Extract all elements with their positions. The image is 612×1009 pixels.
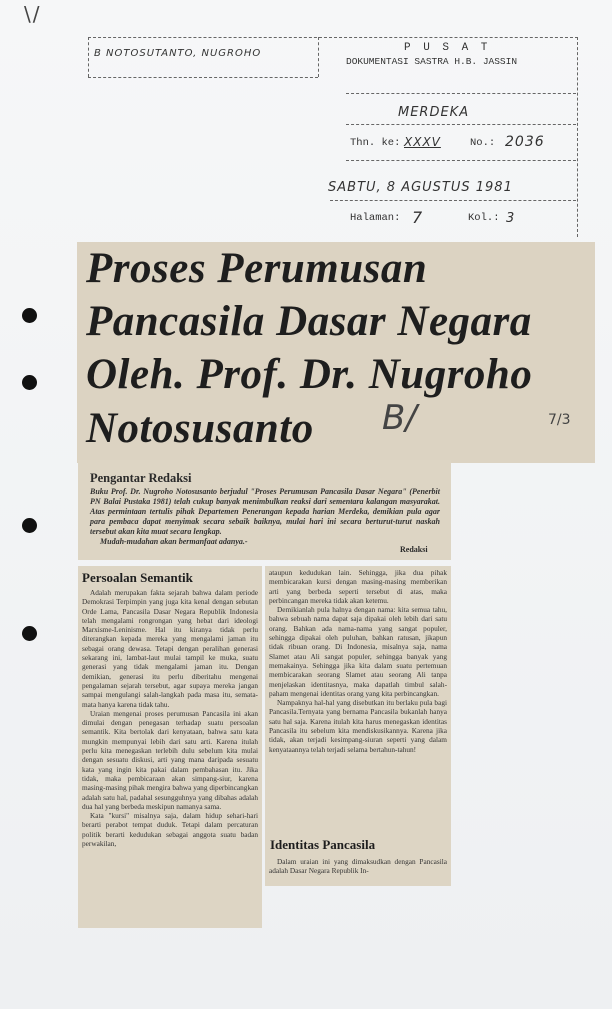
author-note: B NOTOSUTANTO, NUGROHO: [94, 48, 262, 59]
pen-mark: B/: [382, 398, 417, 438]
intro-paragraph-2: Mudah-mudahan akan bermanfaat adanya.-: [100, 537, 248, 546]
column-1-text: [82, 588, 258, 848]
binder-hole-icon: [22, 375, 37, 390]
org-line-2: DOKUMENTASI SASTRA H.B. JASSIN: [346, 56, 518, 67]
no-value: 2036: [505, 134, 545, 150]
side-note: 7/3: [548, 412, 571, 428]
column-2-text: [269, 568, 447, 754]
headline-line-2: Pancasila Dasar Negara: [86, 298, 532, 345]
paragraph: Nampaknya hal-hal yang disebutkan itu berlaku pula bagi Pancasila.Ternyata yang bernama Pancasila bukanlah hanya satu hal saja. Karena itulah kita harus menegaskan identitas Pancasila itu sebelum kita mendiskusikannya. Karena jika tidak, akan terjadi kesimpang-siuran seperti yang dalam kenyataannya telah terjadi selama bertahun-tahun!: [269, 698, 447, 754]
corner-mark: \/: [24, 2, 42, 26]
headline-line-4: Notosusanto: [86, 405, 314, 452]
paragraph: Adalah merupakan fakta sejarah bahwa dalam periode Demokrasi Terpimpin yang juga kita kenal dengan sebutan Orde Lama, Pancasila Dasar Negara Republik Indonesia telah mengalami rongrongan yang hebat dari ideologi Marxisme-Leninisme. Hal itu kiranya tidak perlu diterangkan kepada mereka yang mengalami jaman itu sebagai orang dewasa. Tetapi dengan peralihan generasi sekarang ini, lambat-laut mulai tampil ke muka, suatu generasi yang tidak mengalami jaman itu. Dengan demikian, generasi itu perlu diberitahu mengenai pengalaman sejarah tersebut, agar supaya mereka jangan sampai mengulangi salah-langkah pada masa itu, semata-mata hanya karena tidak tahu.: [82, 588, 258, 709]
section-heading-semantik: Persoalan Semantik: [82, 570, 193, 585]
halaman-value: 7: [412, 208, 424, 227]
paragraph: ataupun kedudukan lain. Sehingga, jika dua pihak membicarakan kursi dengan masing-masing memberikan arti yang berbeda seperti tersebut di atas, maka perbincangan mereka tidak akan ketemu.: [269, 568, 447, 605]
kol-value: 3: [506, 211, 516, 226]
section-heading-identitas: Identitas Pancasila: [270, 837, 376, 852]
thn-value: XXXV: [404, 135, 441, 149]
kol-label: Kol.:: [468, 212, 500, 224]
binder-hole-icon: [22, 308, 37, 323]
paragraph: Uraian mengenai proses perumusan Pancasila ini akan dimulai dengan penegasan terhadap suatu persoalan semantik. Kita bertolak dari kenyataan, bahwa satu kata mungkin mempunyai lebih dari satu arti. Karena itulah perlu kita menegaskan terlebih dulu sebelum kita mulai dengan sesuatu diskusi, arti yang mana daripada sesuatu kata yang ingin kita pakai dalam pembahasan itu. Jika tidak, maka pembicaraan akan simpang-siur, karena masing-masing pihak mengira bahwa yang diperbincangkan adalah satu hal, padahal sesungguhnya yang dibahas adalah dua hal yang berbeda meskipun namanya sama.: [82, 708, 258, 811]
column-2-continuation: [269, 857, 447, 876]
newspaper-name: MERDEKA: [398, 105, 470, 120]
paragraph: Dalam uraian ini yang dimaksudkan dengan Pancasila adalah Dasar Negara Republik In-: [269, 857, 447, 876]
binder-hole-icon: [22, 626, 37, 641]
no-label: No.:: [470, 137, 496, 149]
headline-line-1: Proses Perumusan: [86, 245, 428, 292]
intro-paragraph: Buku Prof. Dr. Nugroho Notosusanto berjudul "Proses Perumusan Pancasila Dasar Negara" (Penerbit PN Balai Pustaka 1981) telah cukup banyak menimbulkan reaksi dari sementara kalangan masyarakat. Atas permintaan tertulis pihak Departemen Penerangan kepada harian Merdeka, demikian pula agar para pembaca dapat menyimak secara sebaik baiknya, mulai hari ini secara berturut-turut naskah tersebut akan kita muat secara lengkap.: [90, 487, 440, 536]
headline-line-3: Oleh. Prof. Dr. Nugroho: [86, 351, 533, 398]
issue-date: SABTU, 8 AGUSTUS 1981: [328, 180, 513, 195]
paragraph: Demikianlah pula halnya dengan nama: kita semua tahu, bahwa sebuah nama dapat saja dipakai oleh lebih dari satu orang. Bahkan ada nama-nama yang sangat populer, sehingga dipakai oleh puluhan, bahkan ratusan, jikapun tidak ribuan orang. Di Indonesia, misalnya saja, nama Slamet atau Ali sangat populer, sehingga banyak yang memakainya. Sehingga jika kita dalam suatu pertemuan membicarakan seorang Slamet atau seorang Ali tanpa menjelaskan identitasnya, maka dapatlah timbul salah-paham mengenai identitas orang yang kita perbincangkan.: [269, 605, 447, 698]
thn-label: Thn. ke:: [350, 137, 401, 149]
paragraph: Kata "kursi" misalnya saja, dalam hidup sehari-hari berarti perabot tempat duduk. Tetapi dalam percaturan politik berarti kedudukan sebagai anggota suatu badan perwakilan,: [82, 811, 258, 849]
org-line-1: P U S A T: [404, 42, 491, 54]
intro-heading: Pengantar Redaksi: [90, 471, 192, 485]
intro-text: [90, 487, 440, 547]
halaman-label: Halaman:: [350, 212, 401, 224]
intro-signature: Redaksi: [400, 545, 428, 554]
binder-hole-icon: [22, 518, 37, 533]
